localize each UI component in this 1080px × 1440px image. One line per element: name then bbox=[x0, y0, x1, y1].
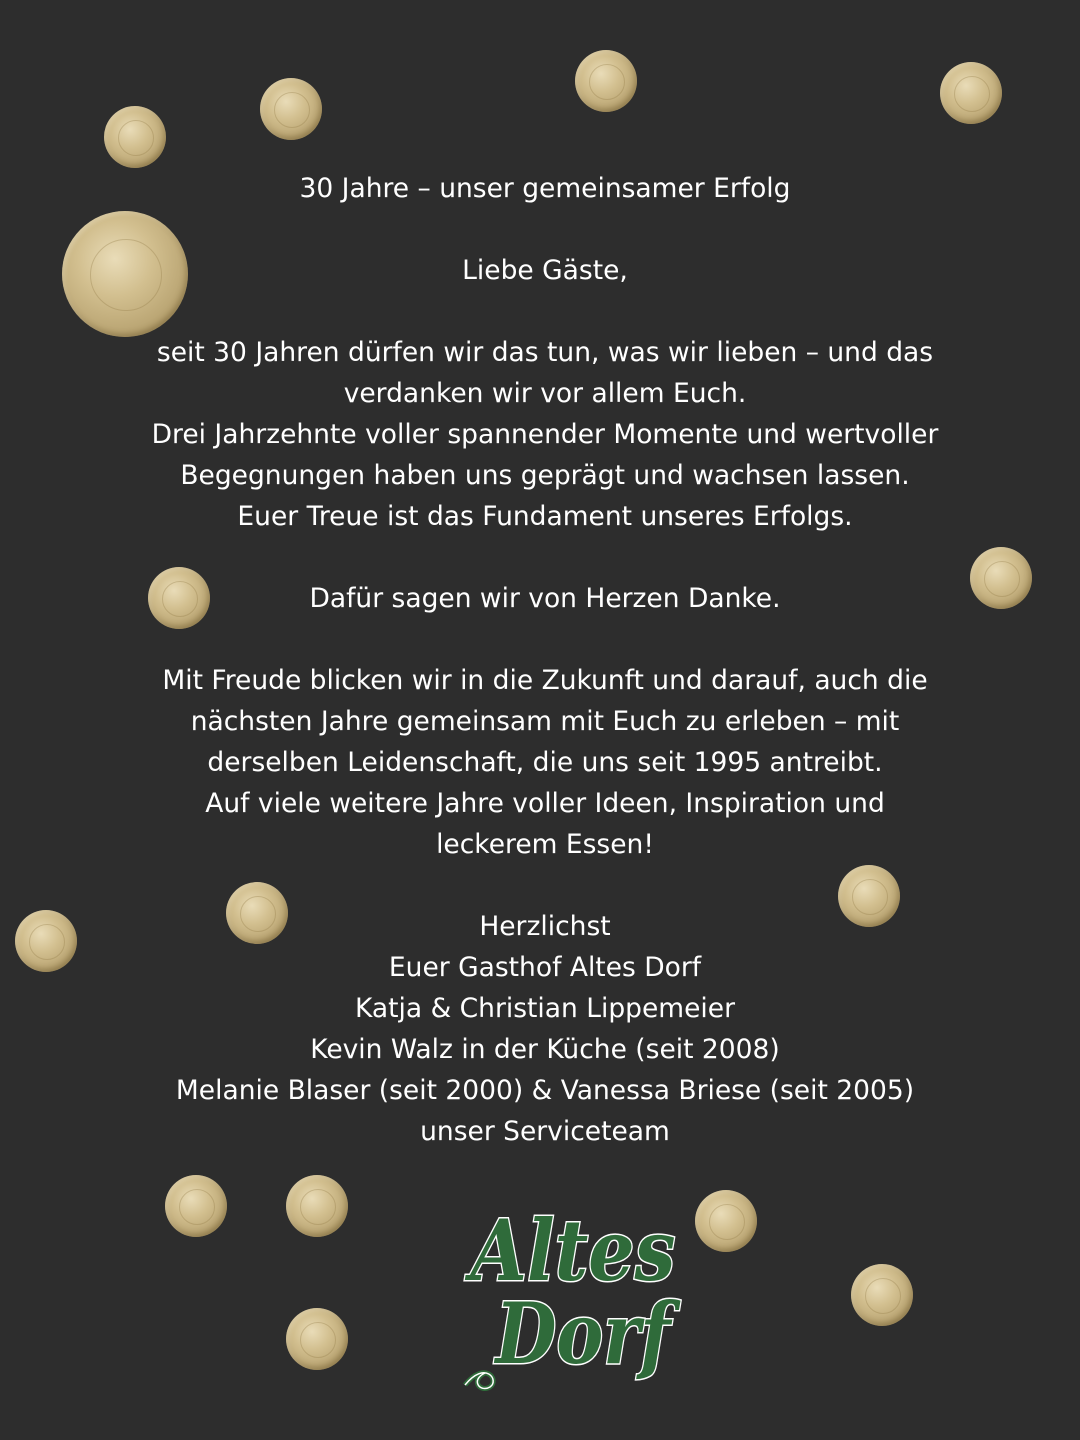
logo-line-altes: Altes bbox=[464, 1201, 676, 1300]
letter-line: Auf viele weitere Jahre voller Ideen, Inspiration und bbox=[205, 788, 885, 819]
altes-dorf-logo bbox=[455, 1195, 695, 1395]
letter-line: Euer Treue ist das Fundament unseres Erfolgs. bbox=[237, 501, 853, 532]
letter-line: Drei Jahrzehnte voller spannender Momente und wertvoller bbox=[151, 419, 939, 450]
letter-line: Begegnungen haben uns geprägt und wachsen lassen. bbox=[180, 460, 910, 491]
anniversary-letter bbox=[100, 168, 990, 1152]
gold-dot-decoration bbox=[104, 106, 166, 168]
letter-line: seit 30 Jahren dürfen wir das tun, was wir lieben – und das bbox=[156, 337, 934, 368]
gold-dot-decoration bbox=[695, 1190, 757, 1252]
letter-line: derselben Leidenschaft, die uns seit 1995 antreibt. bbox=[207, 747, 883, 778]
gold-dot-decoration bbox=[286, 1308, 348, 1370]
letter-line: Mit Freude blicken wir in die Zukunft und darauf, auch die bbox=[162, 665, 928, 696]
signature-line: Melanie Blaser (seit 2000) & Vanessa Briese (seit 2005) bbox=[175, 1075, 915, 1106]
letter-line: verdanken wir vor allem Euch. bbox=[343, 378, 747, 409]
letter-greeting: Liebe Gäste, bbox=[462, 255, 628, 286]
letter-line: nächsten Jahre gemeinsam mit Euch zu erleben – mit bbox=[190, 706, 900, 737]
signature-line: Kevin Walz in der Küche (seit 2008) bbox=[310, 1034, 780, 1065]
signature-line: Herzlichst bbox=[479, 911, 611, 942]
letter-thanks: Dafür sagen wir von Herzen Danke. bbox=[309, 583, 781, 614]
signature-line: Euer Gasthof Altes Dorf bbox=[388, 952, 702, 983]
letter-title: 30 Jahre – unser gemeinsamer Erfolg bbox=[299, 173, 791, 204]
logo-line-dorf: Dorf bbox=[493, 1284, 682, 1383]
gold-dot-decoration bbox=[575, 50, 637, 112]
gold-dot-decoration bbox=[15, 910, 77, 972]
gold-dot-decoration bbox=[286, 1175, 348, 1237]
gold-dot-decoration bbox=[940, 62, 1002, 124]
gold-dot-decoration bbox=[165, 1175, 227, 1237]
signature-line: Katja & Christian Lippemeier bbox=[355, 993, 735, 1024]
gold-dot-decoration bbox=[260, 78, 322, 140]
signature-line: unser Serviceteam bbox=[420, 1116, 670, 1147]
gold-dot-decoration bbox=[851, 1264, 913, 1326]
letter-line: leckerem Essen! bbox=[436, 829, 654, 860]
